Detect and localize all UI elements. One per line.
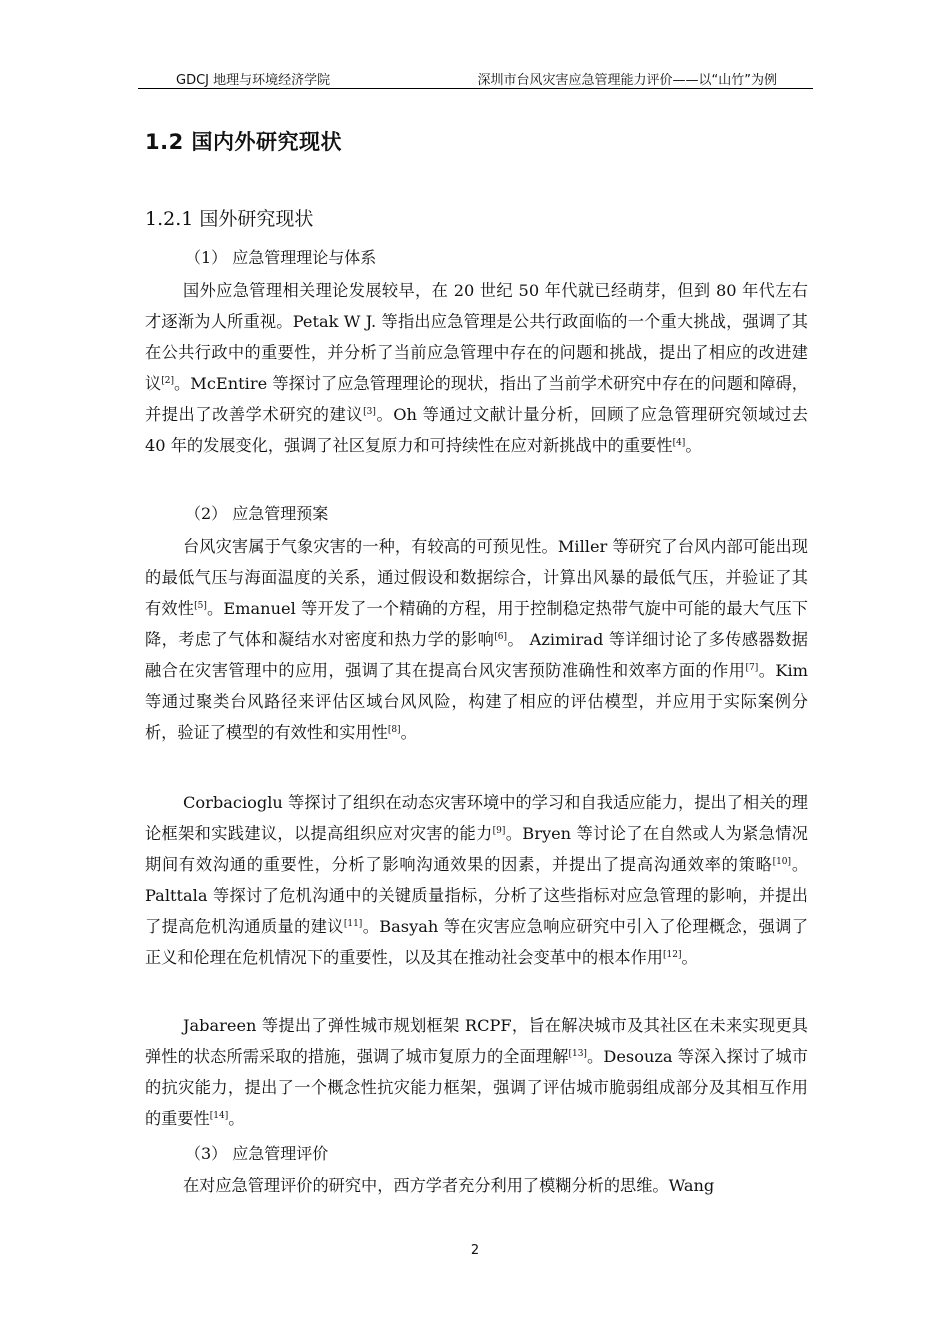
- citation: [13]: [568, 1049, 587, 1059]
- header-institution: GDCJ 地理与环境经济学院: [176, 73, 331, 88]
- citation: [5]: [194, 601, 207, 611]
- citation: [7]: [745, 663, 759, 673]
- header-document-title: 深圳市台风灾害应急管理能力评价——以“山竹”为例: [477, 73, 777, 88]
- citation: [9]: [492, 826, 506, 836]
- subsection-heading: 1.2.1 国外研究现状: [145, 208, 314, 230]
- citation: [8]: [387, 725, 401, 735]
- citation: [6]: [494, 632, 507, 642]
- paragraph-organization: Corbacioglu 等探讨了组织在动态灾害环境中的学习和自我适应能力，提出了相关的理论框架和实践建议，以提高组织应对灾害的能力[9]。Bryen 等讨论了在自然或人为紧急情况期间有效沟通的重要性，分析了影响沟通效果的因素，并提出了提高沟通效率的策略[10]。Palttala 等探讨了危机沟通中的关键质量指标，分析了这些指标对应急管理的影响，并提出了提高危机沟通质量的建议[11]。Basyah 等在灾害应急响应研究中引入了伦理概念，强调了正义和伦理在危机情况下的重要性，以及其在推动社会变革中的根本作用[12]。: [145, 793, 809, 967]
- citation: [12]: [663, 950, 682, 960]
- item-heading-evaluation: （3） 应急管理评价: [185, 1144, 329, 1163]
- citation: [11]: [343, 919, 363, 929]
- citation: [4]: [672, 438, 686, 448]
- paragraph-plan: 台风灾害属于气象灾害的一种，有较高的可预见性。Miller 等研究了台风内部可能出现的最低气压与海面温度的关系，通过假设和数据综合，计算出风暴的最低气压，并验证了其有效性[5]。Emanuel 等开发了一个精确的方程，用于控制稳定热带气旋中可能的最大气压下降，考虑了气体和凝结水对密度和热力学的影响[6]。 Azimirad 等详细讨论了多传感器数据融合在灾害管理中的应用，强调了其在提高台风灾害预防准确性和效率方面的作用[7]。Kim 等通过聚类台风路径来评估区域台风风险，构建了相应的评估模型，并应用于实际案例分析，验证了模型的有效性和实用性[8]。: [145, 537, 808, 742]
- page-number: 2: [470, 1243, 480, 1258]
- citation: [14]: [209, 1111, 229, 1121]
- section-heading: 1.2 国内外研究现状: [145, 130, 343, 154]
- item-heading-plan: （2） 应急管理预案: [185, 504, 329, 523]
- paragraph-theory: 国外应急管理相关理论发展较早，在 20 世纪 50 年代就已经萌芽，但到 80 年代左右才逐渐为人所重视。Petak W J. 等指出应急管理是公共行政面临的一个重大挑战，强调了其在公共行政中的重要性，并分析了当前应急管理中存在的问题和挑战，提出了相应的改进建议[2]。McEntire 等探讨了应急管理理论的现状，指出了当前学术研究中存在的问题和障碍，并提出了改善学术研究的建议[3]。Oh 等通过文献计量分析，回顾了应急管理研究领域过去 40 年的发展变化，强调了社区复原力和可持续性在应对新挑战中的重要性[4]。: [145, 281, 808, 455]
- paragraph-evaluation: 在对应急管理评价的研究中，西方学者充分利用了模糊分析的思维。Wang: [183, 1176, 715, 1195]
- item-heading-theory: （1） 应急管理理论与体系: [185, 248, 377, 267]
- paragraph-resilience: Jabareen 等提出了弹性城市规划框架 RCPF，旨在解决城市及其社区在未来实现更具弹性的状态所需采取的措施，强调了城市复原力的全面理解[13]。Desouza 等深入探讨了城市的抗灾能力，提出了一个概念性抗灾能力框架，强调了评估城市脆弱组成部分及其相互作用的重要性[14]。: [145, 1016, 808, 1128]
- citation: [3]: [363, 407, 376, 417]
- citation: [10]: [772, 857, 792, 867]
- page-header: [138, 66, 813, 89]
- citation: [2]: [161, 376, 174, 386]
